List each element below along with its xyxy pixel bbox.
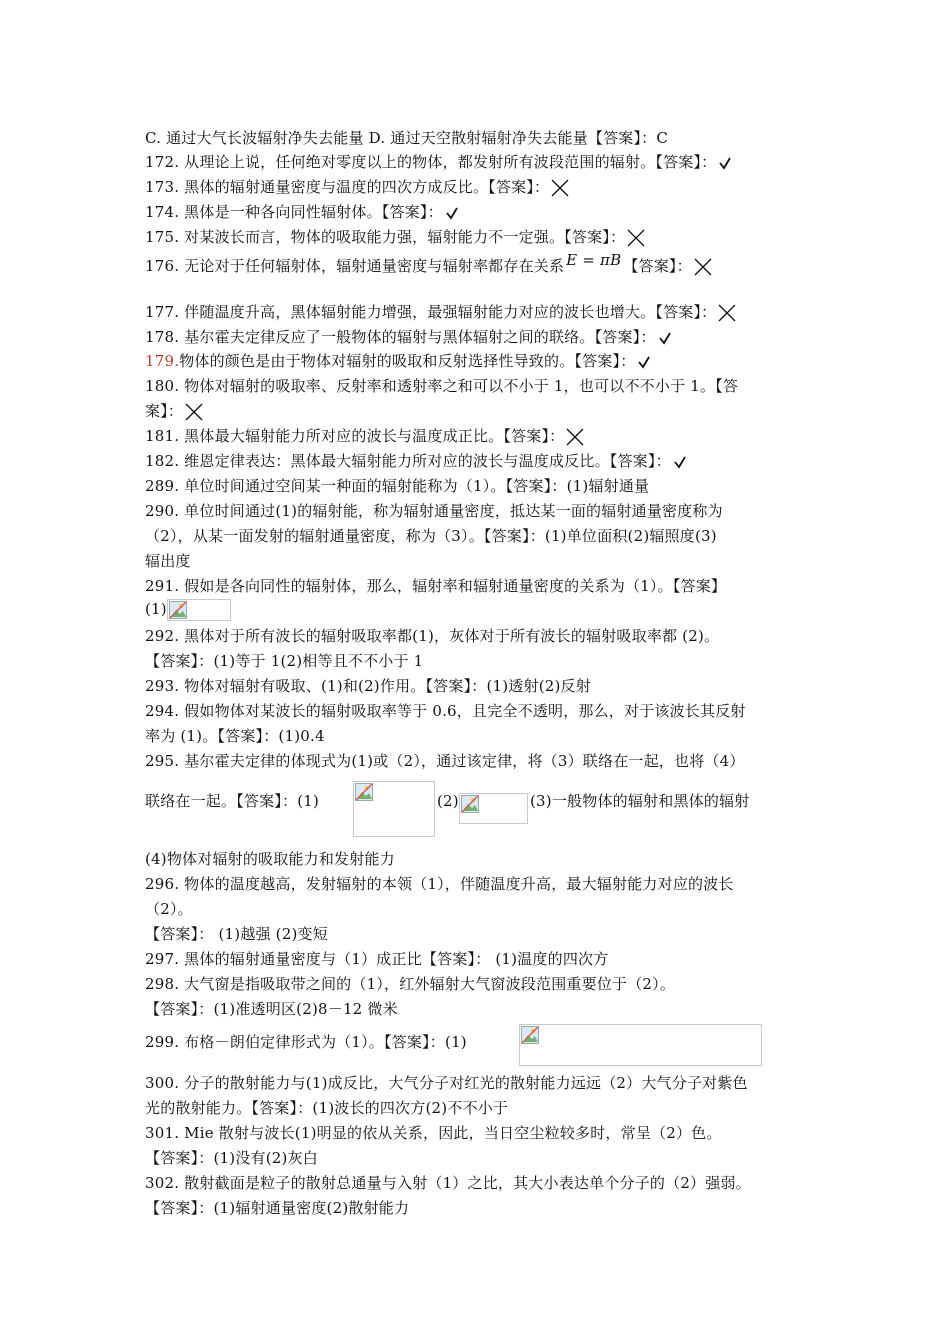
- text-line: [145, 626, 719, 646]
- text: 302. 散射截面是粒子的散射总通量与入射（1）之比，其大小表达单个分子的（2）强弱。: [145, 1174, 751, 1192]
- text-line: [145, 999, 398, 1019]
- text: 291. 假如是各向同性的辐射体，那么，辐射率和辐射通量密度的关系为（1）。【答案】: [145, 577, 727, 595]
- text: 率为 (1)。【答案】：(1)0.4: [145, 727, 325, 745]
- text: 289. 单位时间通过空间某一种面的辐射能称为（1）。【答案】：(1)辐射通量: [145, 477, 650, 495]
- text: 293. 物体对辐射有吸取、(1)和(2)作用。【答案】：(1)透射(2)反射: [145, 677, 591, 695]
- text: 【答案】：: [623, 257, 692, 275]
- text-line: [145, 401, 203, 421]
- text-line: [145, 599, 231, 621]
- text-line: [145, 949, 608, 969]
- text-line: [145, 251, 712, 276]
- cross-icon: [627, 229, 645, 247]
- text: 297. 黑体的辐射通量密度与（1）成正比【答案】： (1)温度的四次方: [145, 950, 609, 968]
- text-line: [145, 451, 687, 471]
- text: 180. 物体对辐射的吸取率、反射率和透射率之和可以不小于 1，也可以不不小于 1。【答: [145, 377, 739, 395]
- text: 294. 假如物体对某波长的辐射吸取率等于 0.6，且完全不透明，那么，对于该波长其反射: [145, 702, 746, 720]
- text-line: [145, 874, 734, 894]
- text: 181. 黑体最大辐射能力所对应的波长与温度成正比。【答案】：: [145, 427, 565, 445]
- cross-icon: [694, 258, 712, 276]
- text: C. 通过大气长波辐射净失去能量 D. 通过天空散射辐射净失去能量【答案】：C: [145, 129, 669, 147]
- text: 联络在一起。【答案】：(1): [145, 792, 320, 810]
- text-line: [145, 202, 459, 222]
- text-line: [145, 791, 319, 811]
- text-line: [145, 227, 645, 247]
- text-line: [437, 791, 459, 811]
- text: 177. 伴随温度升高，黑体辐射能力增强，最强辐射能力对应的波长也增大。【答案】：: [145, 303, 717, 321]
- check-icon: [445, 206, 459, 220]
- text: 【答案】：(1)辐射通量密度(2)散射能力: [145, 1199, 410, 1217]
- text: 光的散射能力。【答案】：(1)波长的四次方(2)不不小于: [145, 1099, 509, 1117]
- item-number: 179.: [145, 352, 180, 370]
- text-line: [145, 526, 717, 546]
- text-line: [145, 128, 668, 148]
- text-line: [145, 327, 672, 347]
- text: 182. 维恩定律表达：黑体最大辐射能力所对应的波长与温度成反比。【答案】：: [145, 452, 671, 470]
- text-line: [145, 302, 736, 322]
- text: 178. 基尔霍夫定律反应了一般物体的辐射与黑体辐射之间的联络。【答案】：: [145, 328, 656, 346]
- text: （2），从某一面发射的辐射通量密度，称为（3）。【答案】：(1)单位面积(2)辐照度(3): [145, 527, 717, 545]
- cross-icon: [185, 403, 203, 421]
- text-line: [145, 376, 738, 396]
- text-line: [530, 791, 749, 811]
- text: 295. 基尔霍夫定律的体现式为(1)或（2），通过该定律，将（3）联络在一起，也将（4）: [145, 752, 745, 770]
- text-line: [145, 1148, 318, 1168]
- cross-icon: [566, 428, 584, 446]
- text-line: [145, 177, 569, 197]
- text-line: [145, 426, 584, 446]
- text-line: [145, 726, 325, 746]
- text-line: [145, 1073, 748, 1093]
- cross-icon: [551, 179, 569, 197]
- text: 299. 布格－朗伯定律形式为（1）。【答案】：(1): [145, 1033, 467, 1051]
- text: （2）。: [145, 900, 193, 918]
- text: 172. 从理论上说，任何绝对零度以上的物体，都发射所有波段范围的辐射。【答案】：: [145, 153, 717, 171]
- text-line: [145, 701, 746, 721]
- text: 176. 无论对于任何辐射体，辐射通量密度与辐射率都存在关系: [145, 257, 565, 275]
- text-line: [145, 576, 726, 596]
- text-line: [145, 1123, 722, 1143]
- broken-image-icon: [519, 1024, 762, 1066]
- text: 【答案】：(1)等于 1(2)相等且不不小于 1: [145, 652, 424, 670]
- text-line: [145, 1032, 467, 1052]
- check-icon: [673, 455, 687, 469]
- text: 辐出度: [145, 552, 191, 570]
- text: 300. 分子的散射能力与(1)成反比，大气分子对红光的散射能力远远（2）大气分子对紫色: [145, 1074, 748, 1092]
- text-line: [145, 1198, 409, 1218]
- text: (4)物体对辐射的吸取能力和发射能力: [145, 850, 395, 868]
- text-line: [145, 152, 732, 172]
- broken-image-icon: [167, 599, 231, 621]
- text: 173. 黑体的辐射通量密度与温度的四次方成反比。【答案】：: [145, 178, 550, 196]
- text: 296. 物体的温度越高，发射辐射的本领（1），伴随温度升高，最大辐射能力对应的波长: [145, 875, 734, 893]
- text: 292. 黑体对于所有波长的辐射吸取率都(1)，灰体对于所有波长的辐射吸取率都 (2)。: [145, 627, 720, 645]
- text-line: [145, 651, 423, 671]
- text-line: [145, 1098, 508, 1118]
- text: 298. 大气窗是指吸取带之间的（1），红外辐射大气窗波段范围重要位于（2）。: [145, 975, 676, 993]
- text: 290. 单位时间通过(1)的辐射能，称为辐射通量密度，抵达某一面的辐射通量密度称为: [145, 502, 723, 520]
- formula: E = πB: [566, 251, 622, 269]
- text-line: [145, 751, 745, 771]
- text: 174. 黑体是一种各向同性辐射体。【答案】：: [145, 203, 443, 221]
- text-line: [145, 676, 591, 696]
- text: 175. 对某波长而言，物体的吸取能力强，辐射能力不一定强。【答案】：: [145, 228, 626, 246]
- broken-image-icon: [459, 793, 528, 824]
- text: 【答案】：(1)准透明区(2)8－12 微米: [145, 1000, 398, 1018]
- text: 【答案】：(1)没有(2)灰白: [145, 1149, 318, 1167]
- text-line: [145, 501, 723, 521]
- text-line: [145, 924, 328, 944]
- text-line: [145, 899, 193, 919]
- text-line: [145, 1173, 751, 1193]
- text: (2): [437, 792, 459, 810]
- text-line: [145, 974, 675, 994]
- broken-image-icon: [353, 781, 435, 837]
- text: 物体的颜色是由于物体对辐射的吸取和反射选择性导致的。【答案】：: [179, 352, 636, 370]
- text: 301. Mie 散射与波长(1)明显的依从关系，因此，当日空尘粒较多时，常呈（2）色。: [145, 1124, 722, 1142]
- check-icon: [637, 355, 651, 369]
- cross-icon: [718, 304, 736, 322]
- text: 案】：: [145, 402, 184, 420]
- text: 【答案】： (1)越强 (2)变短: [145, 925, 328, 943]
- text: (3)一般物体的辐射和黑体的辐射: [530, 792, 750, 810]
- text: (1): [145, 600, 167, 618]
- text-line: [145, 551, 191, 571]
- check-icon: [658, 331, 672, 345]
- text-line: [145, 849, 395, 869]
- check-icon: [718, 156, 732, 170]
- text-line: [145, 476, 649, 496]
- text-line: [145, 351, 651, 371]
